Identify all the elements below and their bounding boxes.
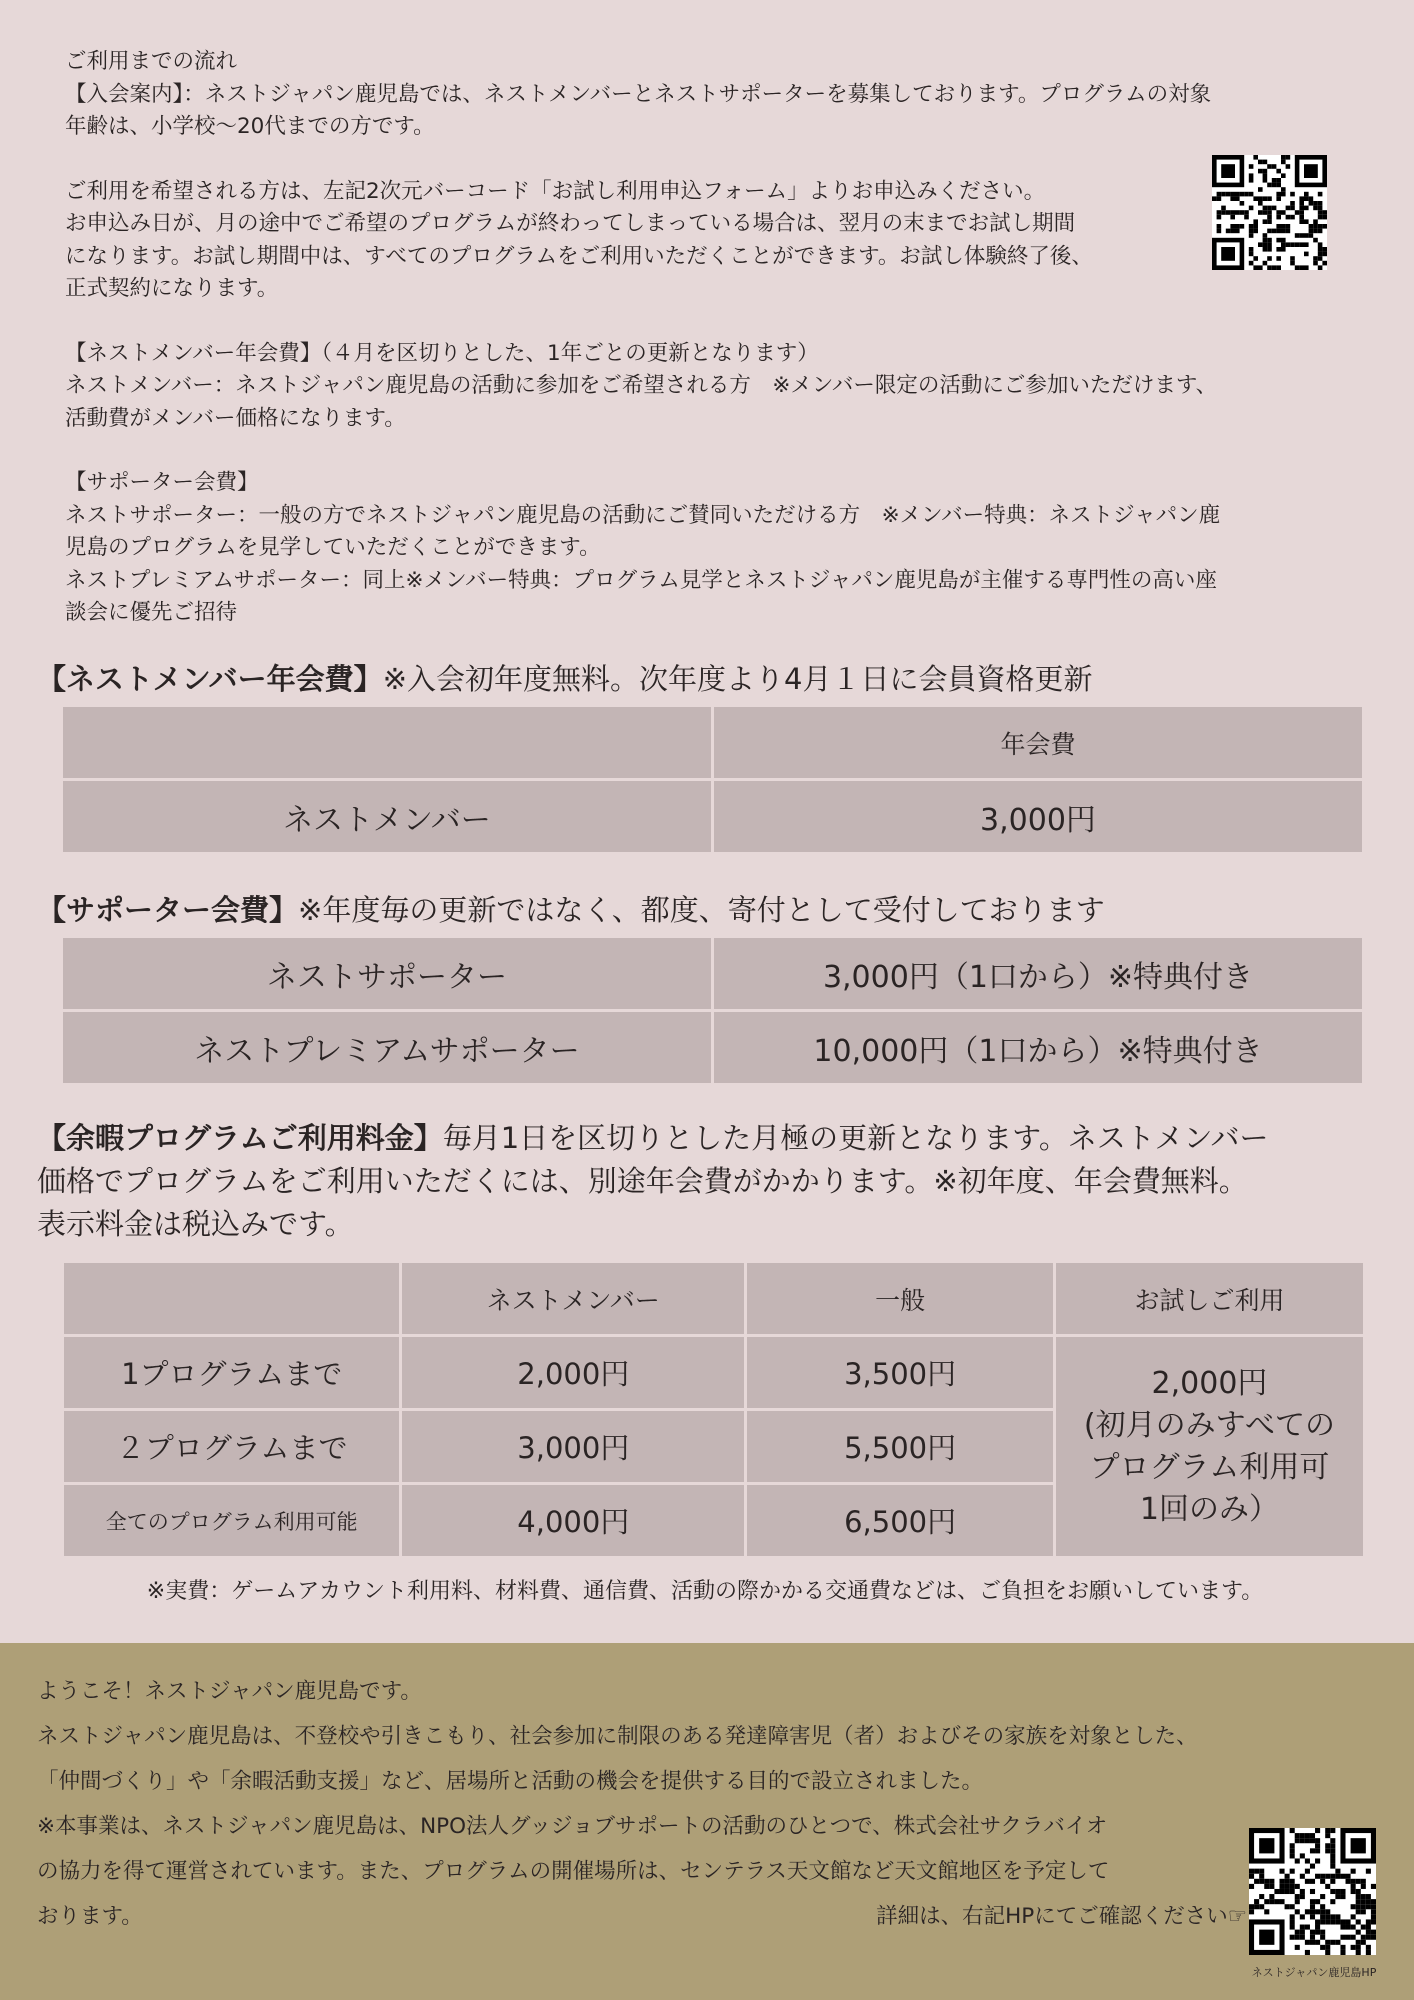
flow-heading: ご利用までの流れ (65, 49, 238, 74)
row-label: 全てのプログラム利用可能 (64, 1485, 399, 1556)
table-row (64, 1337, 1363, 1408)
annual-fee-heading: 【ネストメンバー年会費】※入会初年度無料。次年度より4月１日に会員資格更新 (37, 662, 1093, 696)
general-price: 5,500円 (747, 1411, 1053, 1482)
member-price: 3,000円 (402, 1411, 744, 1482)
trial-price-cell: 2,000円 (初月のみすべての プログラム利用可 1回のみ） (1056, 1337, 1363, 1556)
table-row (63, 781, 1362, 852)
annual-fee-row-label: ネストメンバー (63, 781, 711, 852)
premium-supporter-text: 談会に優先ご招待 (65, 600, 238, 625)
supporter-fee-heading: 【サポーター会費】 (65, 470, 259, 495)
supporter-fee-table (60, 935, 1365, 1086)
footer-text: おります。 (37, 1904, 143, 1929)
member-fee-heading: 【ネストメンバー年会費】（４月を区切りとした、1年ごとの更新となります） (65, 340, 819, 366)
supporter-row-label: ネストサポーター (63, 938, 711, 1009)
premium-supporter-row-label: ネストプレミアムサポーター (63, 1012, 711, 1083)
annual-fee-table (60, 704, 1365, 855)
apply-text: お申込み日が、月の途中でご希望のプログラムが終わってしまっている場合は、翌月の末までお試し期間 (65, 211, 1076, 236)
member-fee-text: ネストメンバー：ネストジャパン鹿児島の活動に参加をご希望される方 ※メンバー限定の活動にご参加いただけます、 (65, 373, 1218, 398)
supporter-text: ネストサポーター：一般の方でネストジャパン鹿児島の活動にご賛同いただける方 ※メンバー特典：ネストジャパン鹿 (65, 502, 1221, 528)
intro-text (65, 46, 1355, 630)
expense-note: ※実費：ゲームアカウント利用料、材料費、通信費、活動の際かかる交通費などは、ご負担をお願いしています。 (146, 1579, 1264, 1604)
table-cell-empty (63, 707, 711, 778)
column-header-trial: お試しご利用 (1056, 1263, 1363, 1334)
annual-fee-value: 3,000円 (714, 781, 1362, 852)
table-cell-empty (64, 1263, 399, 1334)
homepage-qr-code[interactable] (1249, 1828, 1376, 1955)
homepage-label: ネストジャパン鹿児島HP (1251, 1966, 1377, 1979)
footer-text: の協力を得て運営されています。また、プログラムの開催場所は、センテラス天文館など天文館地区を予定して (37, 1859, 1110, 1884)
apply-text: ご利用を希望される方は、左記2次元バーコード「お試し利用申込フォーム」よりお申込みください。 (65, 178, 1046, 204)
supporter-text: 児島のプログラムを見学していただくことができます。 (65, 535, 601, 560)
general-price: 6,500円 (747, 1485, 1053, 1556)
footer-welcome: ようこそ！ネストジャパン鹿児島です。 (37, 1679, 422, 1704)
member-price: 2,000円 (402, 1337, 744, 1408)
qr-code-icon (1212, 155, 1327, 270)
qr-code-icon (1249, 1828, 1376, 1955)
column-header-member: ネストメンバー (402, 1263, 744, 1334)
member-fee-text: 活動費がメンバー価格になります。 (65, 405, 406, 431)
premium-supporter-row-value: 10,000円（1口から）※特典付き (714, 1012, 1362, 1083)
footer (0, 1643, 1414, 2000)
admission-text: 【入会案内】：ネストジャパン鹿児島では、ネストメンバーとネストサポーターを募集しております。プログラムの対象 (65, 81, 1212, 107)
program-fee-table (61, 1260, 1366, 1559)
table-row (63, 938, 1362, 1009)
footer-text: 「仲間づくり」や「余暇活動支援」など、居場所と活動の機会を提供する目的で設立されました。 (37, 1769, 984, 1794)
footer-last-line (37, 1894, 1247, 1939)
table-row (63, 1012, 1362, 1083)
general-price: 3,500円 (747, 1337, 1053, 1408)
annual-fee-column-header: 年会費 (714, 707, 1362, 778)
column-header-general: 一般 (747, 1263, 1053, 1334)
supporter-fee-heading: 【サポーター会費】※年度毎の更新ではなく、都度、寄付として受付しております (37, 893, 1105, 927)
row-label: ２プログラムまで (64, 1411, 399, 1482)
footer-text: ※本事業は、ネストジャパン鹿児島は、NPO法人グッジョブサポートの活動のひとつで、株式会社サクラバイオ (37, 1814, 1108, 1839)
application-form-qr-code[interactable] (1212, 155, 1327, 270)
table-row (64, 1263, 1363, 1334)
member-price: 4,000円 (402, 1485, 744, 1556)
apply-text: 正式契約になります。 (65, 276, 279, 301)
row-label: 1プログラムまで (64, 1337, 399, 1408)
admission-text: 年齢は、小学校～20代までの方です。 (65, 114, 435, 139)
program-fee-heading: 【余暇プログラムご利用料金】毎月1日を区切りとした月極の更新となります。ネストメンバー 価格でプログラムをご利用いただくには、別途年会費がかかります。※初年度、年会費無料。 表示料金は税込みです。 (37, 1121, 1269, 1241)
apply-text: になります。お試し期間中は、すべてのプログラムをご利用いただくことができます。お試し体験終了後、 (65, 243, 1093, 269)
premium-supporter-text: ネストプレミアムサポーター：同上※メンバー特典：プログラム見学とネストジャパン鹿児島が主催する専門性の高い座 (65, 567, 1217, 593)
supporter-row-value: 3,000円（1口から）※特典付き (714, 938, 1362, 1009)
footer-text: ネストジャパン鹿児島は、不登校や引きこもり、社会参加に制限のある発達障害児（者）およびその家族を対象とした、 (37, 1724, 1198, 1749)
hp-pointer-text: 詳細は、右記HPにてご確認ください☞ (876, 1904, 1247, 1929)
table-row (63, 707, 1362, 778)
